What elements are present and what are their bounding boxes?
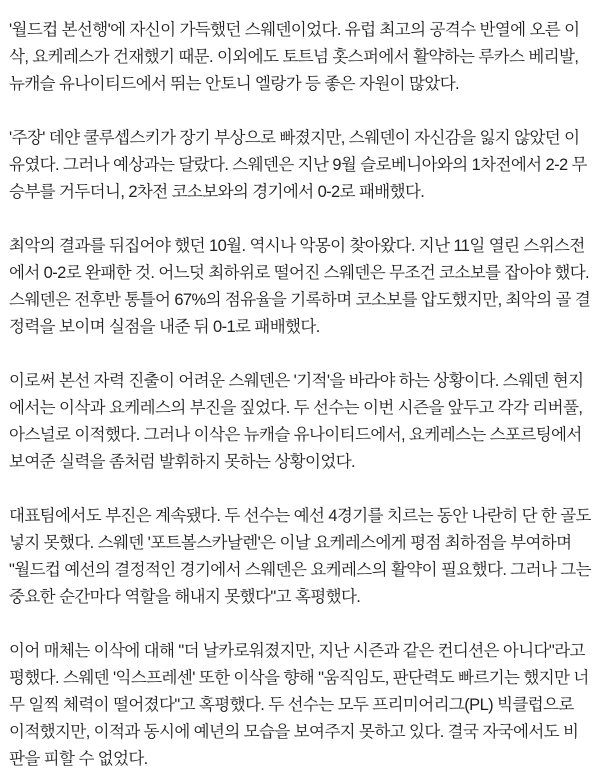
article-paragraph-1: '월드컵 본선행'에 자신이 가득했던 스웨덴이었다. 유럽 최고의 공격수 반열에 오른 이삭, 요케레스가 건재했기 때문. 이외에도 토트넘 홋스퍼에서 활약하는 루카스 베리발, 뉴캐슬 유나이티드에서 뛰는 안토니 엘랑가 등 좋은 자원이 많았다. (9, 21, 580, 93)
article-paragraph-2: '주장' 데얀 쿨루셉스키가 장기 부상으로 빠졌지만, 스웨덴이 자신감을 잃지 않았던 이유였다. 그러나 예상과는 달랐다. 스웨덴은 지난 9월 슬로베니아와의 1차전에서 2-2 무승부를 거두더니, 2차전 코소보와의 경기에서 0-2로 패배했다. (9, 129, 587, 201)
article-paragraph-6: 이어 매체는 이삭에 대해 "더 날카로워졌지만, 지난 시즌과 같은 컨디션은 아니다"라고 평했다. 스웨덴 '익스프레센' 또한 이삭을 향해 "움직임도, 판단력도 빠르기는 했지만 너무 일찍 체력이 떨어졌다"고 혹평했다. 두 선수는 모두 프리미어리그(PL) 빅클럽으로 이적했지만, 이적과 동시에 예년의 모습을 보여주지 못하고 있다. 결국 자국에서도 비판을 피할 수 없었다. (9, 642, 589, 768)
article-paragraph-5: 대표팀에서도 부진은 계속됐다. 두 선수는 예선 4경기를 치르는 동안 나란히 단 한 골도 넣지 못했다. 스웨덴 '포트볼스카날렌'은 이날 요케레스에게 평점 최하점을 부여하며 "월드컵 예선의 결정적인 경기에서 스웨덴은 요케레스의 활약이 필요했다. 그러나 그는 중요한 순간마다 역할을 해내지 못했다"고 혹평했다. (9, 507, 591, 606)
article-paragraph-3: 최악의 결과를 뒤집어야 했던 10월. 역시나 악몽이 찾아왔다. 지난 11일 열린 스위스전에서 0-2로 완패한 것. 어느덧 최하위로 떨어진 스웨덴은 무조건 코소보를 잡아야 했다. 스웨덴은 전후반 통틀어 67%의 점유율을 기록하며 코소보를 압도했지만, 최악의 골 결정력을 보이며 실점을 내준 뒤 0-1로 패배했다. (9, 237, 591, 336)
article-paragraph-4: 이로써 본선 자력 진출이 어려운 스웨덴은 '기적'을 바라야 하는 상황이다. 스웨덴 현지에서는 이삭과 요케레스의 부진을 짚었다. 두 선수는 이번 시즌을 앞두고 각각 리버풀, 아스널로 이적했다. 그러나 이삭은 뉴캐슬 유나이티드에서, 요케레스는 스포르팅에서 보여준 실력을 좀처럼 발휘하지 못하는 상황이었다. (9, 372, 584, 471)
